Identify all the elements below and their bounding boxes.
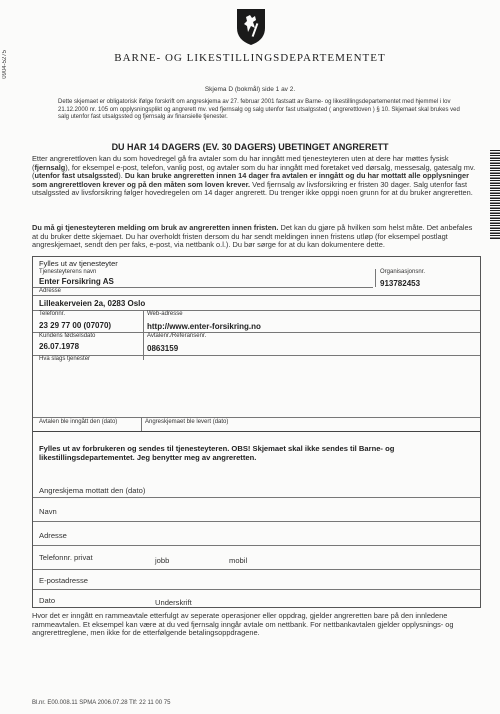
email-label: E-postadresse	[39, 576, 88, 585]
reference-label: Avtalenr./Referansenr.	[147, 333, 207, 339]
withdrawal-form	[32, 256, 481, 608]
address-label: Adresse	[39, 288, 62, 294]
consumer-address-label: Adresse	[39, 531, 67, 540]
intro-text: Dette skjemaet er obligatorisk ifølge forskrift om angreskjema av 27. februar 2001 fastsatt av Barne- og likestillingsdepartementet med hjemmel i lov 21.12.2000 nr. 105 om opplysningsplikt og angrerett mv. ved fjernsalg og salg utenfor fast utsalgssted ( angrerettloven ) § 10. Skjemaet skal brukes ved salg utenfor fast utsalgssted og fjernsalg av finansielle tjenester.	[58, 99, 460, 120]
date-label: Dato	[39, 596, 56, 605]
ministry-name: BARNE- OG LIKESTILLINGSDEPARTEMENTET	[114, 52, 386, 64]
main-heading: DU HAR 14 DAGERS (EV. 30 DAGERS) UBETINGET ANGRERETT	[111, 142, 389, 152]
web-value[interactable]: http://www.enter-forsikring.no	[147, 322, 261, 331]
phone-mobile-label: mobil	[229, 556, 248, 565]
provider-name-label: Tjenesteyterens navn	[39, 269, 97, 275]
provider-section-title: Fylles ut av tjenesteyter	[39, 259, 118, 268]
consumer-section-note: Fylles ut av forbrukeren og sendes til tjenesteyteren. OBS! Skjemaet skal ikke sendes til Barne- og likestillingsdepartementet. Jeg benytter meg av angreretten.	[39, 444, 395, 462]
provider-address-value[interactable]: Lilleakerveien 2a, 0283 Oslo	[39, 299, 146, 308]
birth-date-label: Kundens fødselsdato	[39, 333, 96, 339]
reference-value[interactable]: 0863159	[147, 344, 179, 353]
phone-private-label: Telefonnr. privat	[39, 553, 93, 562]
org-number-label: Organisasjonsnr.	[380, 269, 426, 275]
birth-date-value[interactable]: 26.07.1978	[39, 342, 80, 351]
agreement-date-label: Avtalen ble inngått den (dato)	[39, 419, 118, 425]
phone-value[interactable]: 23 29 77 00 (07070)	[39, 321, 112, 330]
rights-paragraph: Etter angrerettloven kan du som hovedregel gå fra avtaler som du har inngått med tjenesteyteren uten at dere har møttes fysisk (fjernsalg), for eksempel e-post, telefon, vanlig post, og avtaler som du har inngått med foretaket ved dørsalg, messesalg, gatesalg mv. (utenfor fast utsalgssted). Du kan bruke angreretten innen 14 dager fra avtalen er inngått og du har mottatt alle opplysninger som angrerettloven krever og på den måten som loven krever. Ved fjernsalg av livsforsikring er fristen 30 dager. Salg utenfor fast utsalgssted av livsforsikring følger hovedregelen om 14 dager angrerett. Du trenger ikke oppgi noen grunn for at du bruker angreretten.	[32, 154, 476, 198]
phone-work-label: jobb	[155, 556, 170, 565]
received-date-label: Angreskjema mottatt den (dato)	[39, 486, 146, 495]
consumer-name-label: Navn	[39, 507, 57, 516]
coat-of-arms-icon	[236, 8, 266, 46]
barcode	[490, 150, 500, 240]
delivered-date-label: Angreskjemaet ble levert (dato)	[145, 419, 229, 425]
form-page-reference: Skjema D (bokmål) side 1 av 2.	[204, 86, 296, 93]
deadline-paragraph: Du må gi tjenesteyteren melding om bruk av angreretten innen fristen. Det kan du gjøre på hvilken som helst måte. Det anbefales at du bruker dette skjemaet. Du har overholdt fristen dersom du har sendt meldingen innen fristens utløp (for eksempel postlagt angreskjemaet, sendt den per faks, e-post, via nettbank o.l.). Du bør sørge for at du kan dokumentere dette.	[32, 223, 473, 250]
org-number-value[interactable]: 913782453	[380, 279, 421, 288]
framework-agreement-note: Hvor det er inngått en rammeavtale etterfulgt av seperate operasjoner eller oppdrag, gjelder angreretten bare på den innledene rammeavtalen. Et eksempel kan være at du ved fjernsalg inngår avtale om nettbank. For nettbankavtalen gjelder opplysnings- og angrerettreglene, men ikke for de etterfølgende betalingsoppdragene.	[32, 611, 454, 638]
phone-label: Telefonnr.	[39, 311, 66, 317]
form-number: Bl.nr. E00.008.11 SPMA 2006.07.28 Tlf: 22 11 00 75	[32, 700, 171, 706]
signature-label: Underskrift	[155, 598, 192, 607]
web-label: Web-adresse	[147, 311, 183, 317]
provider-name-value[interactable]: Enter Forsikring AS	[39, 277, 114, 286]
form-code-vertical: 0904-5275	[2, 50, 8, 79]
service-type-label: Hva slags tjenester	[39, 356, 91, 362]
